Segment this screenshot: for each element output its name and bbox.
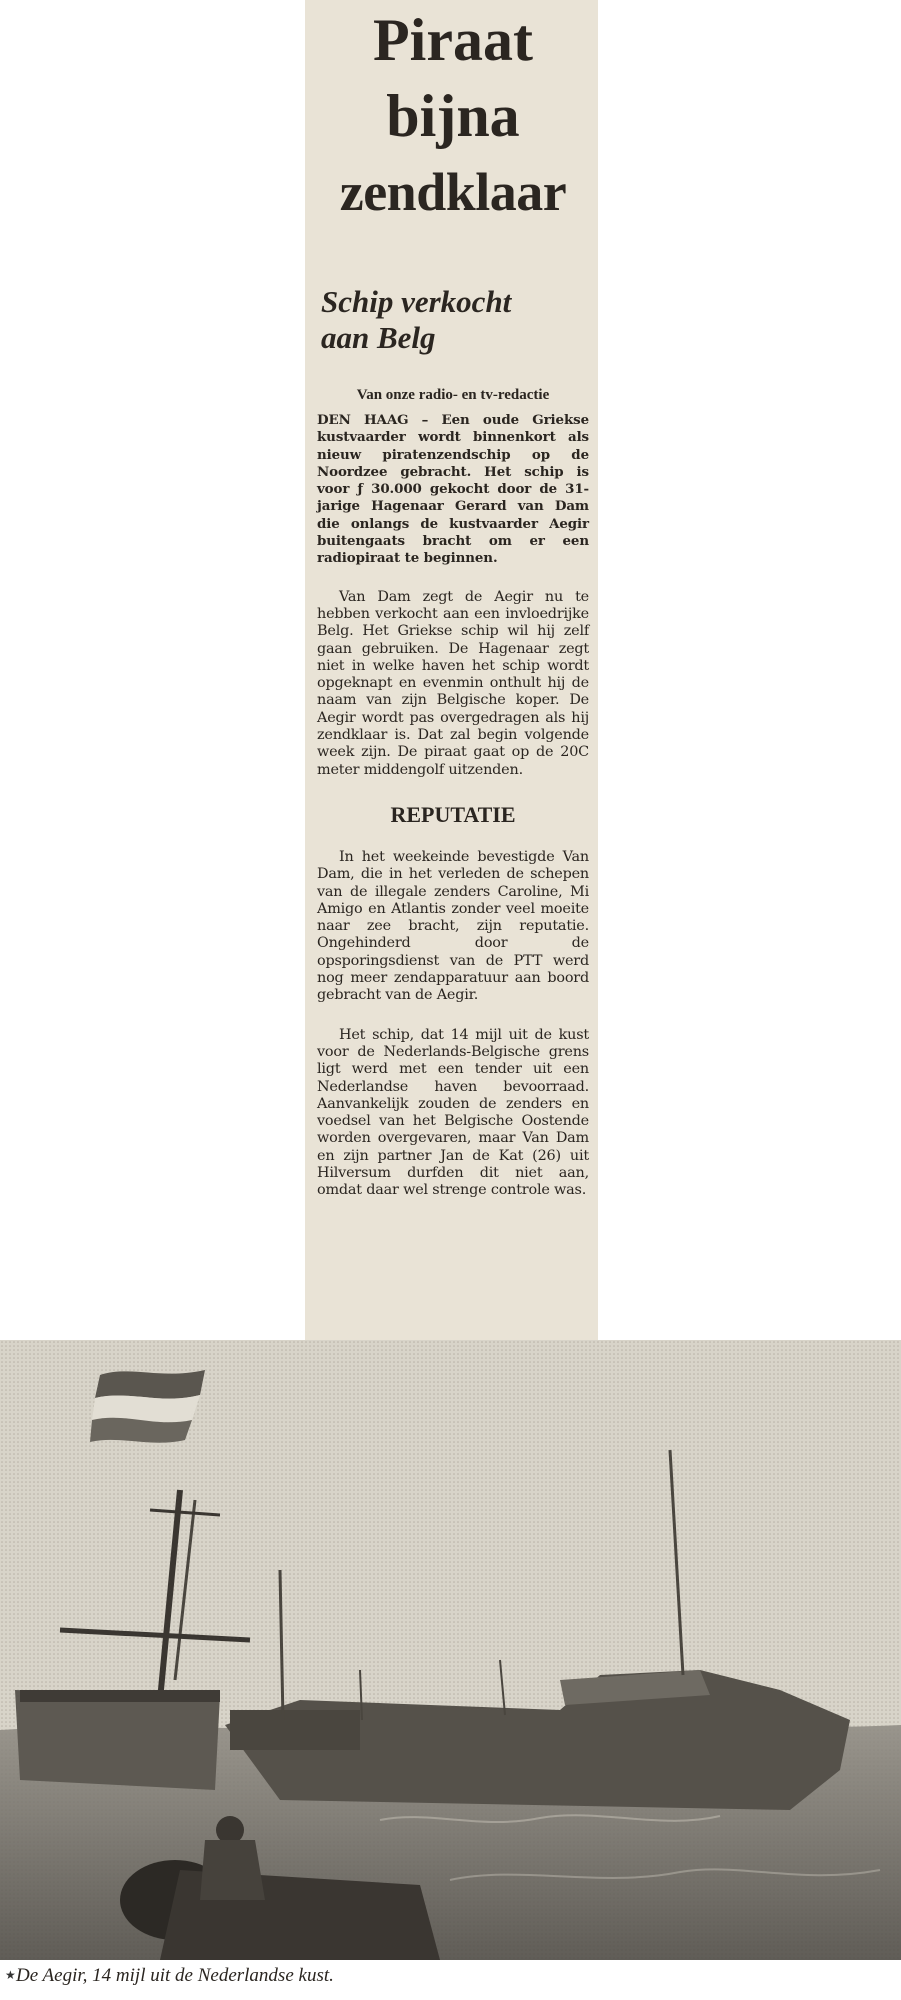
paragraph-3: Het schip, dat 14 mijl uit de kust voor de Nederlands-Belgische grens ligt werd met een tender uit een Nederlandse haven bevoorraad. Aanvankelijk zouden de zenders en voedsel van het Belgische Oostende worden overgevaren, maar Van Dam en zijn partner Jan de Kat (26) uit Hilversum durfden dit niet aan, omdat daar wel strenge controle was. [317, 1026, 589, 1199]
subheadline-line-2: aan Belg [321, 320, 436, 355]
article-text [317, 589, 589, 1200]
headline-line-1: Piraat [373, 7, 533, 73]
ship-photo-image [0, 1340, 901, 1960]
star-icon: ★ [5, 1968, 16, 1982]
subheadline-line-1: Schip verkocht [321, 284, 512, 319]
ship-photo [0, 1340, 901, 1960]
caption-text: De Aegir, 14 mijl uit de Nederlandse kust. [16, 1965, 334, 1986]
headline-line-3: zendklaar [339, 162, 567, 222]
paragraph-2: In het weekeinde bevestigde Van Dam, die in het verleden de schepen van de illegale zenders Caroline, Mi Amigo en Atlantis zonder veel moeite naar zee bracht, zijn reputatie. Ongehinderd door de opsporingsdienst van de PTT werd nog meer zendapparatuur aan boord gebracht van de Aegir. [317, 848, 589, 1004]
photo-caption [0, 1962, 901, 2000]
article-column [305, 0, 598, 1340]
flag-icon [90, 1370, 205, 1443]
headline-line-2: bijna [386, 83, 520, 149]
paragraph-1: Van Dam zegt de Aegir nu te hebben verkocht aan een invloedrijke Belg. Het Griekse schip wil hij zelf gaan gebruiken. De Hagenaar zegt niet in welke haven het schip wordt opgeknapt en evenmin onthult hij de naam van zijn Belgische koper. De Aegir wordt pas overgedragen als hij zendklaar is. Dat zal begin volgende week zijn. De piraat gaat op de 20C meter middengolf uitzenden. [317, 588, 589, 778]
section-heading: REPUTATIE [390, 801, 516, 827]
lead-paragraph: DEN HAAG – Een oude Griekse kustvaarder wordt binnenkort als nieuw piratenzendschip op de Noordzee gebracht. Het schip is voor ƒ 30.000 gekocht door de 31-jarige Hagenaar Gerard van Dam die onlangs de kustvaarder Aegir buitengaats bracht om er een radiopiraat te beginnen. [317, 412, 589, 567]
subheadline [317, 230, 589, 356]
headline [317, 0, 589, 230]
byline: Van onze radio- en tv-redactie [356, 387, 550, 403]
article-body [317, 0, 589, 1200]
